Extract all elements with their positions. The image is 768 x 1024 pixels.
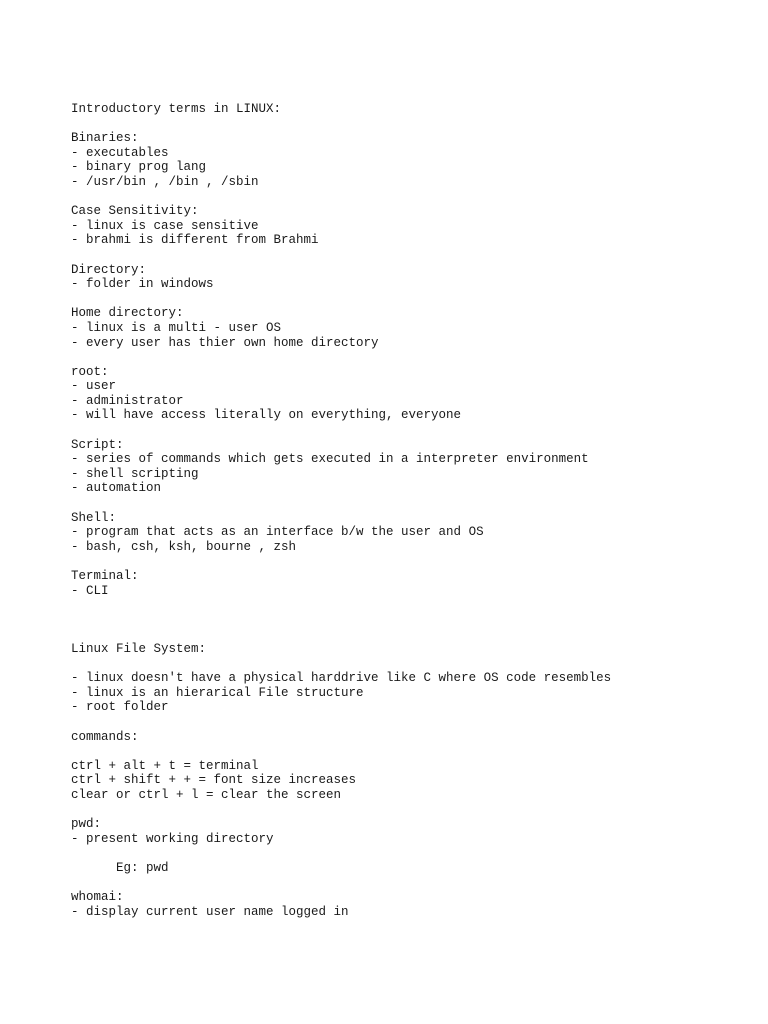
- text-line: Script:: [71, 437, 124, 452]
- text-line: - program that acts as an interface b/w the user and OS: [71, 525, 484, 540]
- text-line: - CLI: [71, 583, 109, 598]
- blank-line: [71, 496, 751, 511]
- blank-line: [71, 292, 751, 307]
- blank-line: [71, 613, 751, 628]
- text-line: - user: [71, 379, 117, 394]
- blank-line: [71, 846, 751, 861]
- document-body: [71, 102, 751, 919]
- text-line: - linux is case sensitive: [71, 218, 259, 233]
- text-line: - automation: [71, 481, 162, 496]
- text-line: - shell scripting: [71, 466, 199, 481]
- blank-line: [71, 715, 751, 730]
- text-line: Shell:: [71, 510, 117, 525]
- text-line: Home directory:: [71, 306, 184, 321]
- text-line: Case Sensitivity:: [71, 204, 199, 219]
- blank-line: [71, 627, 751, 642]
- text-line: Terminal:: [71, 569, 139, 583]
- text-line: - binary prog lang: [71, 160, 207, 175]
- text-line: Linux File System:: [71, 641, 207, 656]
- text-line: ctrl + shift + + = font size increases: [71, 773, 357, 788]
- blank-line: [71, 657, 751, 672]
- text-line: - /usr/bin , /bin , /sbin: [71, 174, 259, 189]
- text-line: - bash, csh, ksh, bourne , zsh: [71, 539, 297, 554]
- text-line: - administrator: [71, 393, 184, 408]
- blank-line: [71, 117, 751, 132]
- blank-line: [71, 248, 751, 263]
- text-line: Binaries:: [71, 131, 139, 146]
- text-line: Introductory terms in LINUX:: [71, 102, 282, 116]
- blank-line: [71, 554, 751, 569]
- blank-line: [71, 350, 751, 365]
- text-line: - brahmi is different from Brahmi: [71, 233, 319, 248]
- blank-line: [71, 803, 751, 818]
- text-line: - linux doesn't have a physical harddrive like C where OS code resembles: [71, 671, 612, 686]
- text-line: - every user has thier own home directory: [71, 335, 379, 350]
- blank-line: [71, 744, 751, 759]
- text-line: Eg: pwd: [71, 860, 169, 875]
- text-line: - executables: [71, 145, 169, 160]
- text-line: clear or ctrl + l = clear the screen: [71, 787, 342, 802]
- text-line: - linux is an hierarical File structure: [71, 685, 364, 700]
- text-line: - present working directory: [71, 831, 274, 846]
- text-line: - display current user name logged in: [71, 904, 349, 919]
- blank-line: [71, 598, 751, 613]
- text-line: - linux is a multi - user OS: [71, 320, 282, 335]
- text-line: - will have access literally on everything, everyone: [71, 408, 462, 423]
- text-line: - series of commands which gets executed in a interpreter environment: [71, 452, 589, 467]
- blank-line: [71, 875, 751, 890]
- text-line: ctrl + alt + t = terminal: [71, 758, 259, 773]
- text-line: root:: [71, 364, 109, 379]
- text-line: pwd:: [71, 817, 102, 832]
- blank-line: [71, 190, 751, 205]
- text-line: - root folder: [71, 700, 169, 715]
- text-line: Directory:: [71, 262, 147, 277]
- blank-line: [71, 423, 751, 438]
- text-line: whomai:: [71, 890, 124, 905]
- text-line: - folder in windows: [71, 277, 214, 292]
- text-line: commands:: [71, 729, 139, 744]
